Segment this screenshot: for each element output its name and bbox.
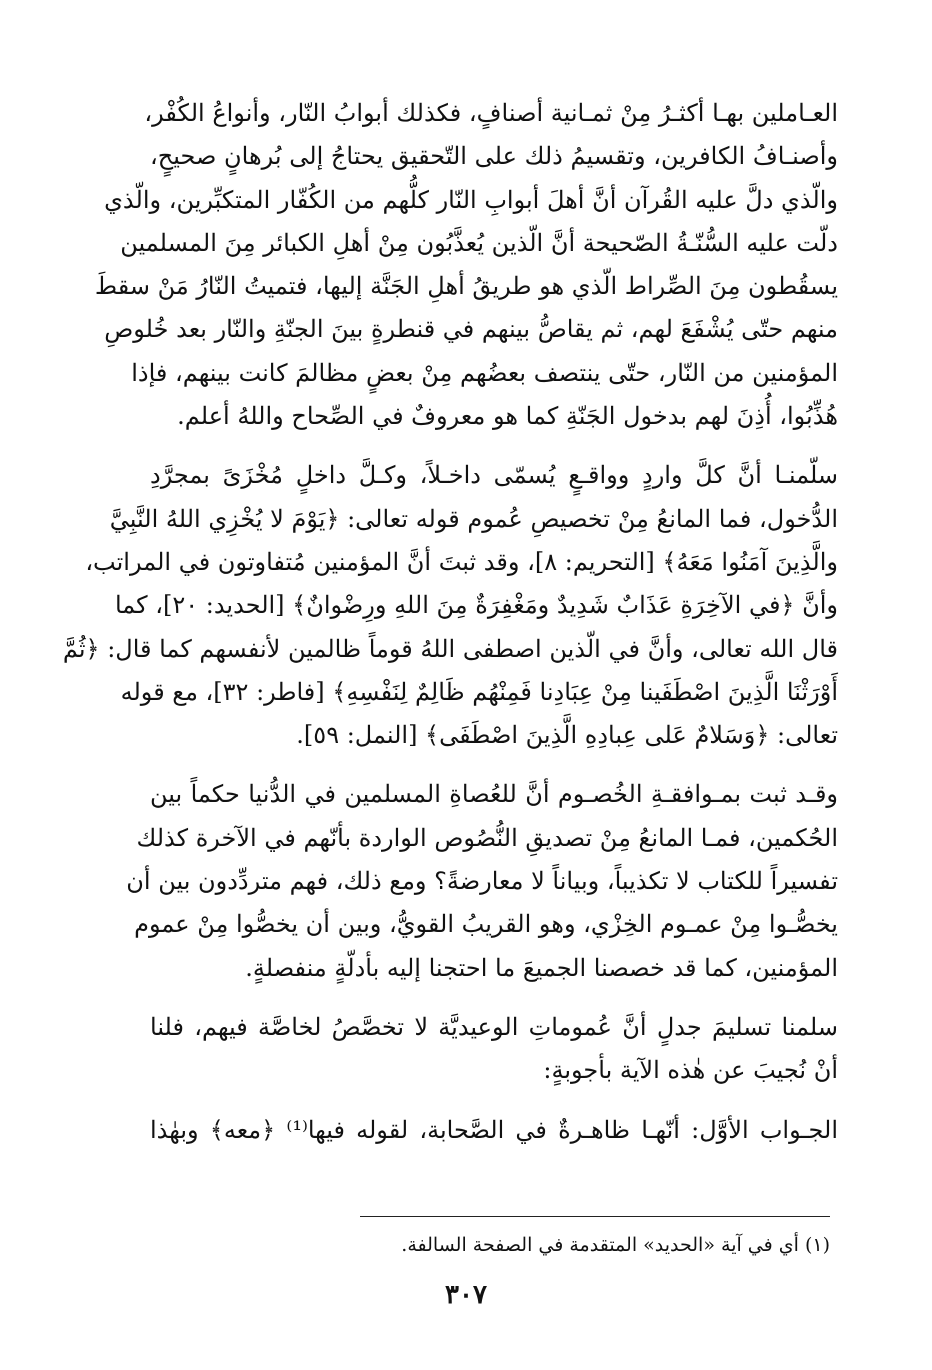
text-line: وأنَّ ﴿في الآخِرَةِ عَذَابٌ شَدِيدٌ ومَغْفِرَةٌ مِنَ اللهِ ورِضْوانٌ﴾ [الحديد: ٢٠]، كما xyxy=(114,591,838,620)
text-line: يخصُّـوا مِنْ عمـوم الخِزْي، وهو القريبُ القويُّ، وبين أن يخصُّوا مِنْ عموم xyxy=(134,910,838,939)
footnote-divider xyxy=(360,1216,830,1217)
footnote: (١) أي في آية «الحديد» المتقدمة في الصفحة السالفة. xyxy=(401,1234,830,1256)
text-line: الجـواب الأوَّل: أنّهـا ظاهـرةٌ في الصَّحابة، لقوله فيها⁽¹⁾ ﴿معه﴾ وبهٰذا xyxy=(150,1115,838,1144)
text-line: وأصنـافُ الكافرين، وتقسيمُ ذلك على التّحقيق يحتاجُ إلى بُرهانٍ صحيحٍ، xyxy=(150,142,838,171)
text-line: هُذِّبُوا، أُذِنَ لهم بدخول الجَنّةِ كما هو معروفٌ في الصِّحاح واللهُ أعلم. xyxy=(177,402,838,431)
text-line: تفسيراً للكتاب لا تكذيباً، وبياناً لا معارضةً؟ ومع ذلك، فهم متردِّدون بين أن xyxy=(126,867,838,896)
text-line: وقـد ثبت بمـوافقـةِ الخُصـوم أنَّ للعُصاةِ المسلمين في الدُّنيا حكماً بين xyxy=(150,780,838,809)
text-line: تعالى: ﴿وَسَلامٌ عَلى عِبادِهِ الَّذِينَ اصْطَفَى﴾ [النمل: ٥٩]. xyxy=(296,721,838,750)
paragraph-gap xyxy=(150,990,838,1006)
text-line: أَوْرَثْنَا الَّذِينَ اصْطَفَينا مِنْ عِبَادِنا فَمِنْهُم ظَالِمٌ لِنَفْسِهِ﴾ [فاطر: ٣٢]، مع قوله xyxy=(120,677,838,706)
text-line: الحُكمين، فمـا المانعُ مِنْ تصديقِ النُّصُوص الواردة بأنّهم في الآخرة كذلك xyxy=(136,823,838,852)
text-line: سلمنا تسليمَ جدلٍ أنَّ عُموماتِ الوعيديَّة لا تخصَّصُ لخاصَّة فيهم، فلنا xyxy=(150,1012,838,1041)
main-text xyxy=(62,92,838,1152)
text-line: والَّذِينَ آمَنُوا مَعَهُ﴾ [التحريم: ٨]، وقد ثبتَ أنَّ المؤمنين مُتفاوتون في المراتب، xyxy=(85,547,838,576)
text-line: منهم حتّى يُشْفَعَ لهم، ثم يقاصُّ بينهم في قنطرةٍ بينَ الجنّةِ والنّار بعد خُلوصِ xyxy=(104,315,838,344)
paragraph-gap xyxy=(150,1093,838,1109)
paragraph-gap xyxy=(150,757,838,773)
paragraph-gap xyxy=(150,438,838,454)
text-line: سلّمنـا أنَّ كلَّ واردٍ وواقـعٍ يُسمّى داخـلاً، وكـلَّ داخلٍ مُخْزَىً بمجرَّدِ xyxy=(150,461,838,490)
text-line: أنْ نُجيبَ عن هٰذه الآية بأجوبةٍ: xyxy=(543,1056,838,1085)
text-line: يسقُطون مِنَ الصِّراط الّذي هو طريقُ أهلِ الجَنَّة إليها، فتميتُ النّارُ مَنْ سقطَ xyxy=(94,272,838,301)
text-line: المؤمنين، كما قد خصصنا الجميعَ ما احتجنا إليه بأدلّةٍ منفصلةٍ. xyxy=(245,953,838,982)
text-line: دلّت عليه السُّنّـةُ الصّحيحة أنَّ الّذين يُعذَّبُون مِنْ أهلِ الكبائر مِنَ المسلمين xyxy=(120,228,838,257)
text-line: قال الله تعالى، وأنَّ في الّذين اصطفى اللهُ قوماً ظالمين لأنفسهم كما قال: ﴿ثُمَّ xyxy=(62,634,838,663)
page-number: ٣٠٧ xyxy=(445,1280,487,1310)
text-line: العـاملين بهـا أكثـرُ مِنْ ثمـانية أصنافٍ، فكذلك أبوابُ النّار، وأنواعُ الكُفْر، xyxy=(144,99,838,127)
text-line: والّذي دلَّ عليه القُرآن أنَّ أهلَ أبوابِ النّار كلُّهم من الكُفّار المتكبِّرين، والّذي xyxy=(104,185,838,214)
text-line: الدُّخول، فما المانعُ مِنْ تخصيصِ عُموم قوله تعالى: ﴿يَوْمَ لا يُخْزِي اللهُ النَّبِيَّ xyxy=(109,504,838,533)
text-line: المؤمنين من النّار، حتّى ينتصف بعضُهم مِنْ بعضٍ مظالمَ كانت بينهم، فإذا xyxy=(131,358,838,387)
